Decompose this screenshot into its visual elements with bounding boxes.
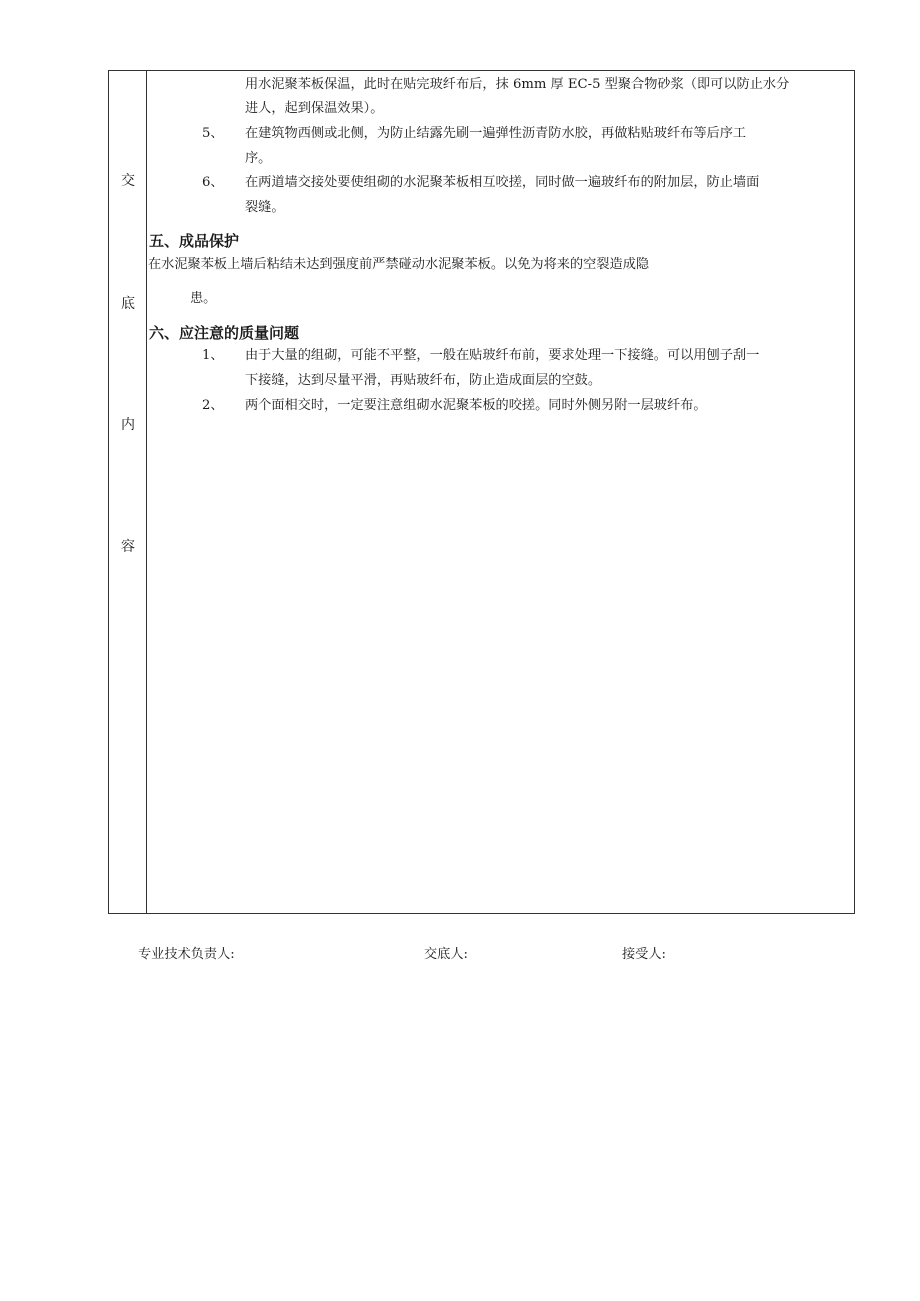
item-line: 在建筑物西侧或北侧，为防止结露先刷一遍弹性沥青防水胶，再做粘贴玻纤布等后序工 bbox=[245, 126, 747, 141]
side-label-char: 容 bbox=[121, 539, 135, 555]
item-number: 5、 bbox=[202, 126, 224, 141]
side-label-column bbox=[109, 71, 147, 913]
item-line: 裂缝。 bbox=[245, 200, 285, 215]
disclosure-content bbox=[148, 71, 854, 913]
paragraph-line: 患。 bbox=[190, 291, 217, 306]
item-number: 6、 bbox=[202, 175, 224, 190]
section-heading-quality-issues: 六、应注意的质量问题 bbox=[149, 324, 300, 342]
section-heading-finished-product-protection: 五、成品保护 bbox=[149, 232, 240, 250]
item-line: 两个面相交时，一定要注意组砌水泥聚苯板的咬搓。同时外侧另附一层玻纤布。 bbox=[245, 398, 707, 413]
item-number: 2、 bbox=[202, 398, 224, 413]
paragraph-line: 在水泥聚苯板上墙后粘结未达到强度前严禁碰动水泥聚苯板。以免为将来的空裂造成隐 bbox=[148, 257, 650, 272]
disclosure-table bbox=[108, 70, 855, 914]
item-number: 1、 bbox=[202, 348, 224, 363]
item-line: 下接缝，达到尽量平滑，再贴玻纤布，防止造成面层的空鼓。 bbox=[245, 373, 602, 388]
side-label-char: 底 bbox=[121, 296, 135, 312]
signature-tech-lead: 专业技术负责人: bbox=[138, 947, 235, 962]
item-line: 序。 bbox=[245, 151, 272, 166]
side-label-char: 内 bbox=[121, 417, 135, 433]
paragraph-line: 用水泥聚苯板保温，此时在贴完玻纤布后，抹 6mm 厚 EC-5 型聚合物砂浆（即可以防止水分 bbox=[245, 77, 790, 92]
paragraph-line: 进人，起到保温效果）。 bbox=[245, 101, 384, 116]
side-label-char: 交 bbox=[121, 173, 135, 189]
signature-receiver: 接受人: bbox=[622, 947, 667, 962]
item-line: 由于大量的组砌，可能不平整，一般在贴玻纤布前，要求处理一下接缝。可以用刨子刮一 bbox=[245, 348, 760, 363]
signature-discloser: 交底人: bbox=[424, 947, 469, 962]
item-line: 在两道墙交接处要使组砌的水泥聚苯板相互咬搓，同时做一遍玻纤布的附加层，防止墙面 bbox=[245, 175, 760, 190]
